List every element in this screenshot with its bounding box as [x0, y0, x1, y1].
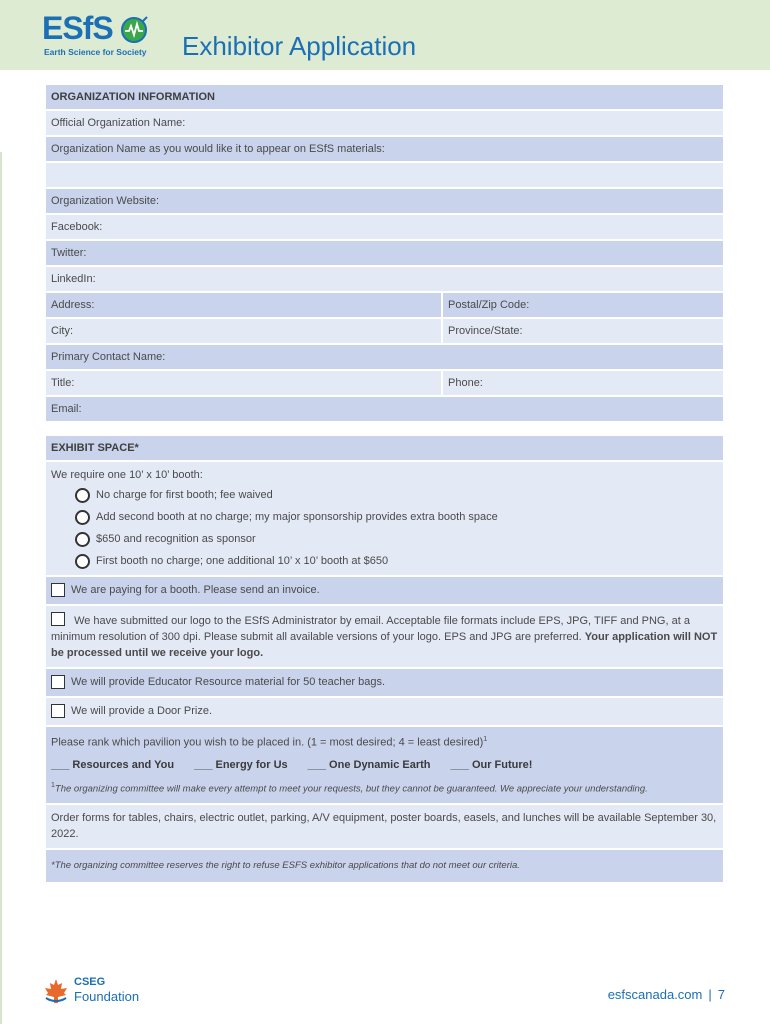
title-row — [46, 371, 723, 395]
pavilion-list — [51, 757, 718, 773]
province-field[interactable]: Province/State: — [441, 319, 723, 343]
linkedin-label: LinkedIn: — [51, 273, 96, 285]
globe-icon — [120, 16, 148, 44]
official-name-label: Official Organization Name: — [51, 117, 186, 129]
booth-options — [46, 462, 723, 575]
radio-button[interactable] — [75, 554, 90, 569]
reserve-note — [46, 850, 723, 882]
postal-field[interactable]: Postal/Zip Code: — [441, 293, 723, 317]
logo-text: We have submitted our logo to the ESfS Administrator by email. Acceptable file formats include EPS, JPG, TIFF and PNG, at a minimum resolution of 300 dpi. Please submit all available versions of your logo. EPS and JPG are preferred. — [51, 615, 690, 643]
radio-button[interactable] — [75, 510, 90, 525]
exhibit-section-title: EXHIBIT SPACE* — [51, 442, 139, 454]
website-label: Organization Website: — [51, 195, 160, 207]
logo-wordmark: ESfS — [42, 10, 113, 46]
cseg-foundation-logo — [44, 976, 154, 1006]
educator-label: We will provide Educator Resource material for 50 teacher bags. — [71, 676, 386, 688]
door-prize-checkbox[interactable] — [51, 704, 65, 718]
invoice-label: We are paying for a booth. Please send an invoice. — [71, 584, 320, 596]
pavilion-rank — [46, 727, 723, 803]
esfs-logo — [42, 10, 172, 62]
booth-option-3[interactable]: $650 and recognition as sponsor — [75, 531, 718, 547]
invoice-checkbox[interactable] — [51, 583, 65, 597]
radio-button[interactable] — [75, 532, 90, 547]
booth-intro: We require one 10’ x 10’ booth: — [51, 469, 203, 481]
email-field[interactable] — [46, 397, 723, 421]
booth-option-2[interactable]: Add second booth at no charge; my major sponsorship provides extra booth space — [75, 509, 718, 525]
city-row — [46, 319, 723, 343]
educator-row — [46, 669, 723, 696]
pavilion-energy[interactable]: ___ Energy for Us — [194, 758, 288, 771]
contact-label: Primary Contact Name: — [51, 351, 166, 363]
twitter-field[interactable] — [46, 241, 723, 265]
display-name-label: Organization Name as you would like it to appear on ESfS materials: — [51, 143, 385, 155]
cseg-label: CSEG — [74, 976, 106, 988]
rank-footnote-marker: 1 — [483, 736, 488, 743]
invoice-row — [46, 577, 723, 604]
display-name-field[interactable] — [46, 137, 723, 161]
booth-option-1[interactable]: No charge for first booth; fee waived — [75, 487, 718, 503]
pavilion-resources[interactable]: ___ Resources and You — [51, 758, 175, 771]
org-section-title: ORGANIZATION INFORMATION — [51, 91, 215, 103]
footnote-marker: 1 — [51, 781, 55, 789]
logo-checkbox[interactable] — [51, 612, 65, 626]
rank-instructions: Please rank which pavilion you wish to be placed in. (1 = most desired; 4 = least desired) — [51, 736, 484, 749]
footer-separator: | — [708, 987, 712, 1002]
website-link[interactable]: esfscanada.com — [607, 987, 703, 1002]
page-title: Exhibitor Application — [182, 31, 417, 61]
logo-submission-row — [46, 606, 723, 667]
exhibit-section-header — [46, 436, 723, 460]
maple-leaf-icon — [44, 978, 68, 1004]
logo-warning: Your application will NOT be processed until we receive your logo. — [51, 631, 718, 659]
org-section-header — [46, 85, 723, 109]
application-form — [46, 85, 723, 884]
page-number: 7 — [717, 987, 725, 1002]
pavilion-future[interactable]: ___ Our Future! — [450, 758, 533, 771]
footer-site — [608, 987, 725, 1002]
booth-option-4[interactable]: First booth no charge; one additional 10’ x 10’ booth at $650 — [75, 553, 718, 569]
display-name-input[interactable] — [46, 163, 723, 187]
email-label: Email: — [51, 403, 82, 415]
facebook-label: Facebook: — [51, 221, 103, 233]
footnote-text: The organizing committee will make every attempt to meet your requests, but they cannot be guaranteed. We appreciate your understanding. — [54, 783, 648, 795]
door-prize-label: We will provide a Door Prize. — [71, 705, 213, 717]
phone-field[interactable]: Phone: — [441, 371, 723, 395]
door-prize-row — [46, 698, 723, 725]
reserve-note-text: *The organizing committee reserves the right to refuse ESFS exhibitor applications that do not meet our criteria. — [51, 860, 520, 872]
city-field[interactable]: City: — [51, 325, 73, 337]
left-margin-rule — [0, 152, 2, 1024]
radio-button[interactable] — [75, 488, 90, 503]
official-name-field[interactable] — [46, 111, 723, 135]
order-forms-note — [46, 805, 723, 848]
educator-checkbox[interactable] — [51, 675, 65, 689]
contact-field[interactable] — [46, 345, 723, 369]
address-field[interactable]: Address: — [51, 299, 95, 311]
order-forms-text: Order forms for tables, chairs, electric outlet, parking, A/V equipment, poster boards, easels, and lunches will be available September 30, 2022. — [51, 812, 717, 841]
pavilion-dynamic-earth[interactable]: ___ One Dynamic Earth — [307, 758, 431, 771]
title-field[interactable]: Title: — [51, 377, 75, 389]
address-row — [46, 293, 723, 317]
website-field[interactable] — [46, 189, 723, 213]
twitter-label: Twitter: — [51, 247, 87, 259]
foundation-label: Foundation — [74, 989, 140, 1004]
logo-tagline: Earth Science for Society — [44, 47, 147, 57]
facebook-field[interactable] — [46, 215, 723, 239]
linkedin-field[interactable] — [46, 267, 723, 291]
